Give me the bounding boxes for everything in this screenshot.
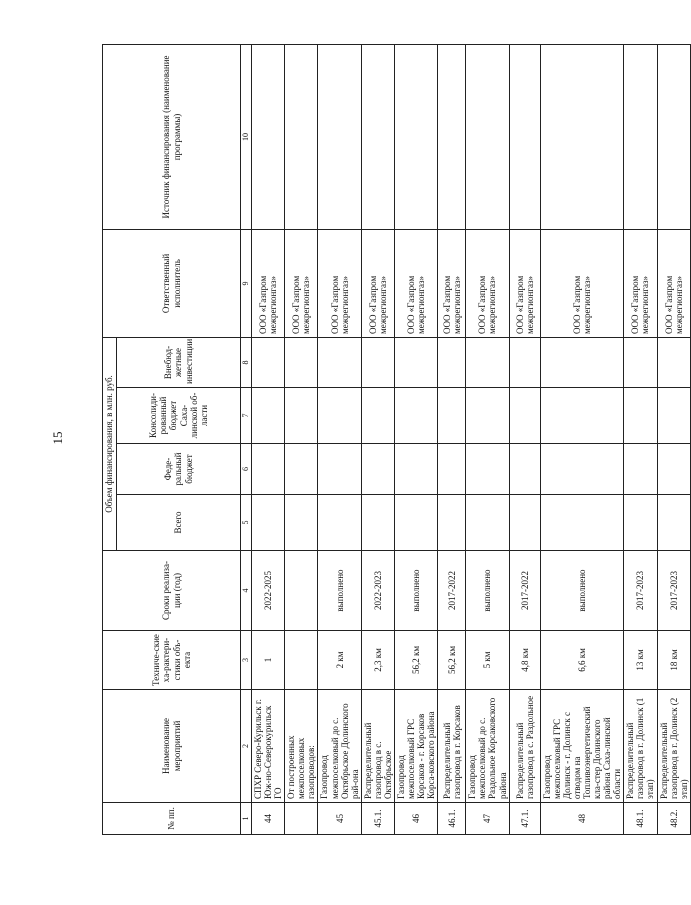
row-name: Распределительный газопровод в г. Долинск (1 этап) (624, 690, 657, 803)
row-total (438, 495, 466, 551)
table-row (540, 44, 624, 834)
row-num: 48.2. (657, 803, 690, 835)
row-regional (624, 388, 657, 444)
row-total (466, 495, 509, 551)
table-row (285, 44, 318, 834)
row-tech: 56,2 км (438, 631, 466, 690)
row-federal (438, 444, 466, 495)
col-number: 10 (241, 44, 252, 229)
row-federal (252, 444, 285, 495)
rotated-table-wrapper (102, 45, 689, 835)
row-regional (438, 388, 466, 444)
row-period: 2017-2022 (438, 551, 466, 631)
header-num: № пп. (103, 803, 241, 835)
row-extra (285, 337, 318, 387)
row-federal (540, 444, 624, 495)
row-period: 2022-2025 (252, 551, 285, 631)
row-executor: ООО «Газпром межрегионгаз» (624, 229, 657, 337)
row-num: 45 (318, 803, 361, 835)
row-executor: ООО «Газпром межрегионгаз» (540, 229, 624, 337)
row-name: Газопровод межпоселковый до с. Раздольное Корсаковского района (466, 690, 509, 803)
table-row (252, 44, 285, 834)
table-row (438, 44, 466, 834)
col-number: 2 (241, 690, 252, 803)
row-total (624, 495, 657, 551)
row-extra (395, 337, 438, 387)
table-row (361, 44, 394, 834)
row-extra (624, 337, 657, 387)
row-extra (540, 337, 624, 387)
row-tech: 1 (252, 631, 285, 690)
row-executor: ООО «Газпром межрегионгаз» (361, 229, 394, 337)
row-tech: 4,8 км (509, 631, 540, 690)
row-num: 46 (395, 803, 438, 835)
col-number: 3 (241, 631, 252, 690)
row-extra (361, 337, 394, 387)
table-row (657, 44, 690, 834)
row-regional (509, 388, 540, 444)
row-name: Распределительный газопровод в г. Долинск (2 этап) (657, 690, 690, 803)
row-regional (540, 388, 624, 444)
row-federal (361, 444, 394, 495)
table-row (395, 44, 438, 834)
row-period: выполнено (318, 551, 361, 631)
row-source (657, 44, 690, 229)
row-executor: ООО «Газпром межрегионгаз» (509, 229, 540, 337)
header-regional: Консолиди-рованный бюджет Саха-линской об-ласти (117, 388, 241, 444)
col-number: 6 (241, 444, 252, 495)
row-regional (466, 388, 509, 444)
row-period: выполнено (395, 551, 438, 631)
row-tech (285, 631, 318, 690)
row-name: Распределительный газопровод в с. Октябрьское (361, 690, 394, 803)
row-regional (318, 388, 361, 444)
row-period: 2017-2023 (624, 551, 657, 631)
financing-table (102, 44, 691, 835)
row-num: 44 (252, 803, 285, 835)
row-total (657, 495, 690, 551)
row-total (318, 495, 361, 551)
col-number: 7 (241, 388, 252, 444)
row-federal (624, 444, 657, 495)
table-row (318, 44, 361, 834)
row-executor: ООО «Газпром межрегионгаз» (466, 229, 509, 337)
row-regional (252, 388, 285, 444)
row-source (438, 44, 466, 229)
row-tech: 56,2 км (395, 631, 438, 690)
col-number: 4 (241, 551, 252, 631)
row-total (285, 495, 318, 551)
row-extra (466, 337, 509, 387)
row-num: 48.1. (624, 803, 657, 835)
row-federal (657, 444, 690, 495)
row-tech: 18 км (657, 631, 690, 690)
row-num (285, 803, 318, 835)
table-row (466, 44, 509, 834)
header-executor: Ответственный исполнитель (103, 229, 241, 337)
row-executor: ООО «Газпром межрегионгаз» (318, 229, 361, 337)
row-num: 48 (540, 803, 624, 835)
row-name: Распределительный газопровод в г. Корсаков (438, 690, 466, 803)
row-federal (318, 444, 361, 495)
row-period: 2017-2023 (657, 551, 690, 631)
row-extra (252, 337, 285, 387)
row-source (252, 44, 285, 229)
col-number: 5 (241, 495, 252, 551)
row-extra (438, 337, 466, 387)
row-executor: ООО «Газпром межрегионгаз» (395, 229, 438, 337)
row-name: Газопровод межпоселковый до с. Октябрьское Долинского рай-она (318, 690, 361, 803)
row-tech: 2,3 км (361, 631, 394, 690)
row-num: 47.1. (509, 803, 540, 835)
row-total (509, 495, 540, 551)
row-total (395, 495, 438, 551)
row-regional (657, 388, 690, 444)
row-tech: 6,6 км (540, 631, 624, 690)
row-source (540, 44, 624, 229)
row-executor: ООО «Газпром межрегионгаз» (438, 229, 466, 337)
col-number: 8 (241, 337, 252, 387)
row-name: От построенных межпоселковых газопроводов: (285, 690, 318, 803)
row-source (395, 44, 438, 229)
row-source (285, 44, 318, 229)
row-num: 45.1. (361, 803, 394, 835)
header-extra: Внебюд-жетные инвестиции (117, 337, 241, 387)
col-number: 1 (241, 803, 252, 835)
table-row (509, 44, 540, 834)
row-regional (285, 388, 318, 444)
row-executor: ООО «Газпром межрегионгаз» (252, 229, 285, 337)
row-period (285, 551, 318, 631)
row-period: выполнено (466, 551, 509, 631)
row-federal (509, 444, 540, 495)
row-federal (395, 444, 438, 495)
row-num: 46.1. (438, 803, 466, 835)
row-source (318, 44, 361, 229)
row-source (361, 44, 394, 229)
header-federal: Феде-ральный бюджет (117, 444, 241, 495)
row-source (509, 44, 540, 229)
row-extra (509, 337, 540, 387)
header-total: Всего (117, 495, 241, 551)
col-number: 9 (241, 229, 252, 337)
row-executor: ООО «Газпром межрегионгаз» (285, 229, 318, 337)
row-total (361, 495, 394, 551)
header-name: Наименование мероприятий (103, 690, 241, 803)
page-number: 15 (50, 431, 65, 445)
header-tech: Техниче-ские ха-рактери-стики объ-екта (103, 631, 241, 690)
row-name: Газопровод межпоселковый ГРС Корсаков - г. Корсаков Корса-ковского района (395, 690, 438, 803)
row-source (466, 44, 509, 229)
row-total (540, 495, 624, 551)
row-period: 2017-2022 (509, 551, 540, 631)
row-regional (395, 388, 438, 444)
header-period: Сроки реализа-ции (год) (103, 551, 241, 631)
row-name: Распределительный газопровод в с. Раздольное (509, 690, 540, 803)
row-tech: 13 км (624, 631, 657, 690)
row-extra (318, 337, 361, 387)
row-regional (361, 388, 394, 444)
row-executor: ООО «Газпром межрегионгаз» (657, 229, 690, 337)
header-volume: Объем финансирования, в млн. руб. (103, 337, 117, 550)
row-tech: 2 км (318, 631, 361, 690)
row-source (624, 44, 657, 229)
row-period: выполнено (540, 551, 624, 631)
row-period: 2022-2023 (361, 551, 394, 631)
row-name: СПХР Северо-Курильск г. Юж-но-Северокурильск ГО (252, 690, 285, 803)
row-name: Газопровод межпоселковый ГРС Долинск - г. Долинск с отводом на Топливоэнергетический кла-стер Долинского района Саха-линской области (540, 690, 624, 803)
row-total (252, 495, 285, 551)
header-source: Источник финансирования (наименование программы) (103, 44, 241, 229)
row-num: 47 (466, 803, 509, 835)
row-federal (285, 444, 318, 495)
column-number-row (241, 44, 252, 834)
row-extra (657, 337, 690, 387)
table-row (624, 44, 657, 834)
row-federal (466, 444, 509, 495)
row-tech: 5 км (466, 631, 509, 690)
